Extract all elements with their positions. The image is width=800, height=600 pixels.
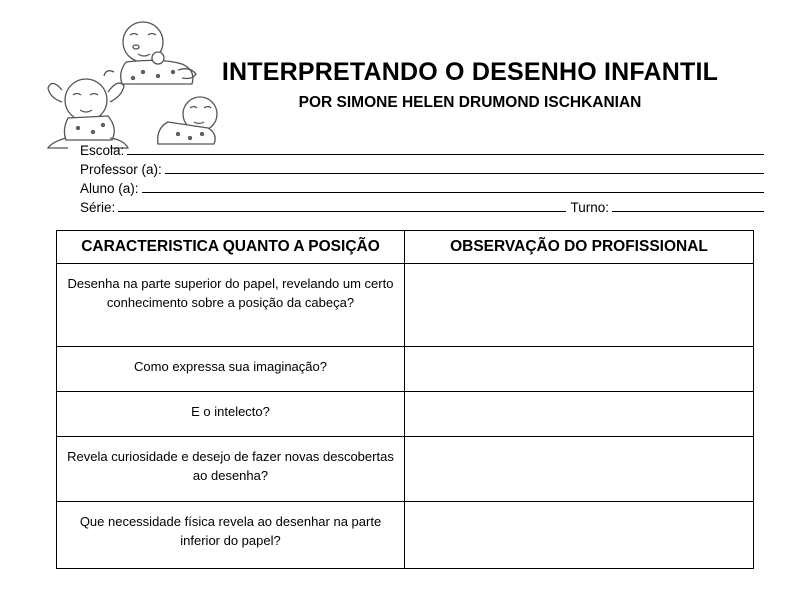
observation-cell[interactable] bbox=[405, 437, 754, 502]
baby-sitting-icon bbox=[104, 22, 196, 84]
professor-row bbox=[80, 158, 764, 177]
table-header-row bbox=[57, 231, 754, 264]
aluno-label: Aluno (a): bbox=[80, 181, 139, 196]
table-row bbox=[57, 264, 754, 347]
serie-field[interactable] bbox=[118, 198, 566, 212]
escola-field[interactable] bbox=[127, 141, 764, 155]
question-cell: Como expressa sua imaginação? bbox=[57, 347, 405, 392]
observation-cell[interactable] bbox=[405, 502, 754, 569]
table-row bbox=[57, 347, 754, 392]
escola-row bbox=[80, 139, 764, 158]
escola-label: Escola: bbox=[80, 143, 125, 158]
question-cell: Que necessidade física revela ao desenhar na parte inferior do papel? bbox=[57, 502, 405, 569]
question-cell: Desenha na parte superior do papel, revelando um certo conhecimento sobre a posição da cabeça? bbox=[57, 264, 405, 347]
table-row bbox=[57, 502, 754, 569]
student-info-form bbox=[80, 139, 764, 215]
baby-arms-up-icon bbox=[48, 79, 128, 148]
observation-table bbox=[56, 230, 754, 569]
observation-cell[interactable] bbox=[405, 347, 754, 392]
table-row bbox=[57, 392, 754, 437]
page-subtitle: POR SIMONE HELEN DRUMOND ISCHKANIAN bbox=[298, 94, 642, 111]
professor-field[interactable] bbox=[165, 160, 764, 174]
question-cell: Revela curiosidade e desejo de fazer novas descobertas ao desenha? bbox=[57, 437, 405, 502]
aluno-row bbox=[80, 177, 764, 196]
page-title: INTERPRETANDO O DESENHO INFANTIL bbox=[221, 58, 719, 86]
table-row bbox=[57, 437, 754, 502]
serie-turno-row bbox=[80, 196, 764, 215]
aluno-field[interactable] bbox=[142, 179, 764, 193]
observation-cell[interactable] bbox=[405, 392, 754, 437]
professor-label: Professor (a): bbox=[80, 162, 162, 177]
turno-label: Turno: bbox=[570, 200, 609, 215]
serie-label: Série: bbox=[80, 200, 116, 215]
turno-field[interactable] bbox=[612, 198, 764, 212]
question-cell: E o intelecto? bbox=[57, 392, 405, 437]
header-caracteristica: CARACTERISTICA QUANTO A POSIÇÃO bbox=[57, 231, 405, 264]
header-observacao: OBSERVAÇÃO DO PROFISSIONAL bbox=[405, 231, 754, 264]
observation-cell[interactable] bbox=[405, 264, 754, 347]
